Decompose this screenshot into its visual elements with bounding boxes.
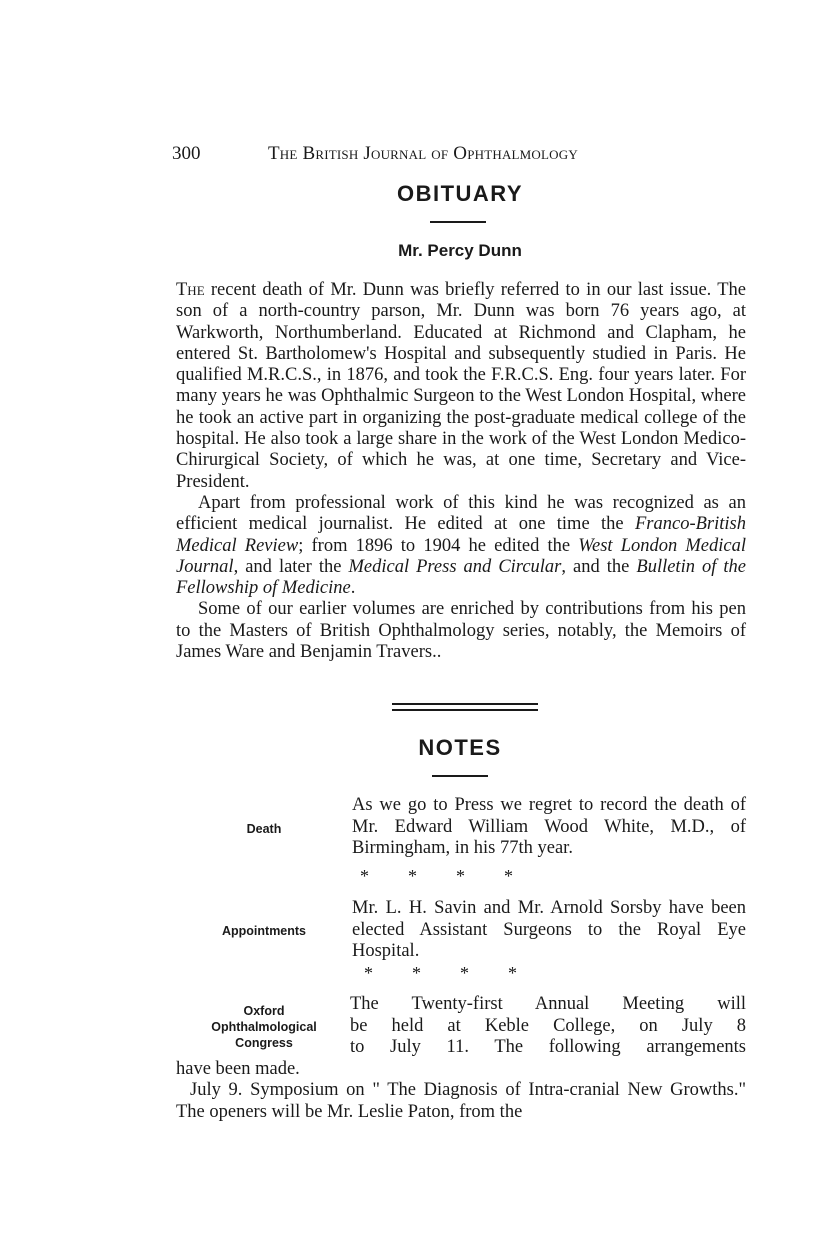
paragraph-text: . bbox=[350, 578, 356, 599]
appointments-label: Appointments bbox=[221, 924, 307, 938]
note-line: to July 11. The following arrangements bbox=[350, 1037, 746, 1057]
label-line: Oxford bbox=[243, 1004, 285, 1018]
title-rule bbox=[430, 221, 486, 223]
note-line: The Twenty-first Annual Meeting will bbox=[350, 994, 746, 1014]
paragraph-text: , and the bbox=[561, 556, 637, 577]
star: * bbox=[508, 963, 517, 983]
star: * bbox=[504, 866, 513, 886]
separator-stars bbox=[364, 963, 556, 984]
appointments-note bbox=[352, 898, 746, 963]
journal-name: Medical Press and Circular bbox=[348, 556, 562, 577]
congress-note bbox=[176, 994, 746, 1123]
lead-word: The bbox=[176, 280, 205, 300]
note-line: have been made. bbox=[176, 1058, 300, 1079]
paragraph-text: Apart from professional work of this kind he was recognized as an efficient medical journalist. He edited at one time the bbox=[176, 492, 746, 535]
star: * bbox=[360, 866, 369, 886]
star: * bbox=[408, 866, 417, 886]
star: * bbox=[364, 963, 373, 983]
star: * bbox=[412, 963, 421, 983]
page-number: 300 bbox=[172, 143, 201, 164]
section-divider bbox=[392, 703, 538, 711]
star: * bbox=[460, 963, 469, 983]
death-label: Death bbox=[246, 822, 282, 836]
journal-title: The British Journal of Ophthalmology bbox=[268, 143, 578, 164]
star: * bbox=[456, 866, 465, 886]
paragraph-text: , and later the bbox=[233, 556, 349, 577]
paragraph-text: ; from 1896 to 1904 he edited the bbox=[298, 535, 579, 556]
separator-stars bbox=[360, 866, 552, 887]
obituary-paragraph: Some of our earlier volumes are enriched by contributions from his pen to the Masters of British Ophthalmology series, notably, the Memoirs of James Ware and Benjamin Travers.. bbox=[176, 599, 746, 663]
note-line: be held at Keble College, on July 8 bbox=[350, 1015, 746, 1036]
paragraph-text: recent death of Mr. Dunn was briefly referred to in our last issue. The son of a north-country parson, Mr. Dunn was born 76 years ago, at Warkworth, Northumberland. Educated at Richmond and Clapham, he entered St. Bartholomew's Hospital and subsequently studied in Paris. He qualified M.R.C.S., in 1876, and took the F.R.C.S. Eng. four years later. For many years he was Ophthalmic Surgeon to the West London Hospital, where he took an active part in organizing the post-graduate medical college of the hospital. He also took a large share in the work of the West London Medico-Chirurgical Society, of which he was, at one time, Secretary and Vice-President. bbox=[176, 280, 746, 492]
label-line: Congress bbox=[235, 1036, 293, 1050]
note-text: Mr. L. H. Savin and Mr. Arnold Sorsby have been elected Assistant Surgeons to the Royal Eye Hospital. bbox=[352, 898, 746, 961]
label-line: Ophthalmological bbox=[211, 1020, 317, 1034]
note-text: As we go to Press we regret to record the death of Mr. Edward William Wood White, M.D., of Birmingham, in his 77th year. bbox=[352, 795, 746, 858]
obituary-paragraph bbox=[176, 493, 746, 599]
journal-name: Franco-British Medical Review bbox=[176, 514, 746, 556]
obituary-subject: Mr. Percy Dunn bbox=[398, 241, 522, 260]
title-rule bbox=[432, 775, 488, 777]
obituary-paragraph bbox=[176, 280, 746, 493]
obituary-title: OBITUARY bbox=[396, 181, 524, 206]
note-paragraph: July 9. Symposium on " The Diagnosis of Intra-cranial New Growths." The openers will be Mr. Leslie Paton, from the bbox=[176, 1080, 746, 1122]
obituary-body bbox=[176, 280, 746, 663]
journal-name: West London Medical Journal bbox=[176, 535, 747, 577]
notes-title: NOTES bbox=[418, 735, 502, 760]
journal-name: Bulletin of the Fellowship of Medicine bbox=[176, 556, 746, 599]
death-note bbox=[352, 795, 746, 860]
